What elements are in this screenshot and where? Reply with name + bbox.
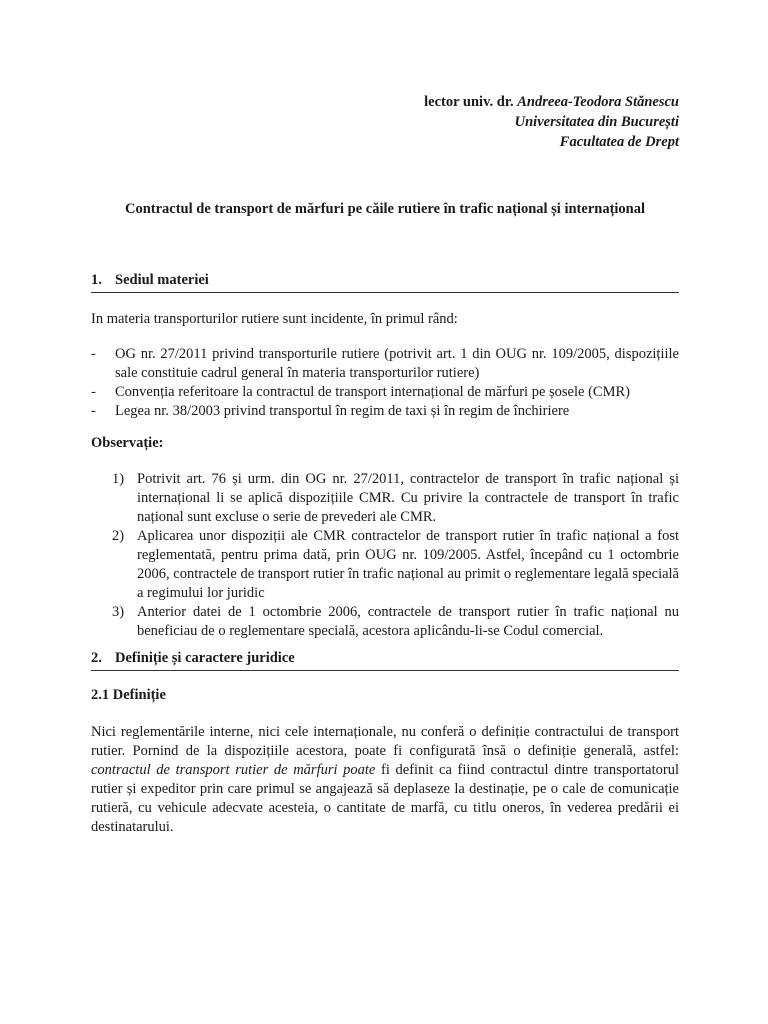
legal-source-item [91, 383, 679, 402]
observation-label: Observație: [91, 435, 164, 451]
section-1-heading [91, 272, 679, 293]
section-2-number: 2. [91, 650, 102, 666]
section-1-number: 1. [91, 272, 102, 288]
legal-source-text: OG nr. 27/2011 privind transporturile rutiere (potrivit art. 1 din OUG nr. 109/2005, dispozițiile sale constituie cadrul general în materia transporturilor rutiere) [115, 346, 679, 381]
observation-text: Potrivit art. 76 și urm. din OG nr. 27/2011, contractelor de transport în trafic național și internațional li se aplică dispozițiile CMR. Cu privire la contractele de transport în trafic național sunt excluse o serie de prevederi ale CMR. [137, 471, 679, 525]
section-2-heading [91, 650, 679, 671]
faculty-text: Facultatea de Drept [559, 134, 679, 150]
legal-sources-list [91, 345, 679, 421]
author-faculty [424, 132, 679, 152]
author-name: Andreea-Teodora Stănescu [517, 94, 679, 110]
section-1-intro: In materia transporturilor rutiere sunt incidente, în primul rând: [91, 311, 458, 327]
observation-item [91, 527, 679, 603]
section-2-title: Definiție și caractere juridice [115, 650, 295, 666]
definition-text-end: fi definit ca fiind contractul dintre transportatorul rutier și expeditor prin care primul se angajează să deplaseze la destinație, pe o cale de comunicație rutieră, cu vehicule adecvate acesteia, o cantitate de marfă, cu titlu oneros, în vederea predării ei destinatarului. [91, 762, 679, 835]
observation-number: 1) [112, 471, 125, 487]
document-page [91, 0, 679, 1024]
observation-item [91, 603, 679, 641]
subsection-2-1-heading: 2.1 Definiție [91, 687, 166, 703]
definition-text-start: Nici reglementările interne, nici cele internaționale, nu conferă o definiție contractului de transport rutier. Pornind de la dispozițiile acestora, poate fi configurată însă o definiție generală, astfel: [91, 724, 679, 759]
observation-item [91, 470, 679, 527]
author-line [424, 92, 679, 112]
definition-paragraph [91, 723, 679, 837]
list-dash: - [91, 346, 96, 362]
observations-block [91, 470, 679, 641]
legal-source-item [91, 402, 679, 421]
definition-italic: contractul de transport rutier de mărfuri poate [91, 762, 376, 778]
list-dash: - [91, 403, 96, 419]
author-block [424, 92, 679, 152]
observation-text: Aplicarea unor dispoziții ale CMR contractelor de transport rutier în trafic național a fost reglementată, pentru prima dată, prin OUG nr. 109/2005. Astfel, începând cu 1 octombrie 2006, contractele de transport rutier în trafic național au primit o reglementare legală specială a regimului lor juridic [137, 528, 679, 601]
university-text: Universitatea din București [514, 114, 679, 130]
author-university [424, 112, 679, 132]
section-1-title: Sediul materiei [115, 272, 209, 288]
observation-number: 2) [112, 528, 125, 544]
observation-text: Anterior datei de 1 octombrie 2006, contractele de transport rutier în trafic național nu beneficiau de o reglementare specială, acestora aplicându-li-se Codul comercial. [137, 604, 679, 639]
legal-source-text: Legea nr. 38/2003 privind transportul în regim de taxi și în regim de închiriere [115, 403, 570, 419]
section-1-list [91, 345, 679, 421]
author-prefix: lector univ. dr. [424, 94, 514, 110]
list-dash: - [91, 384, 96, 400]
observation-number: 3) [112, 604, 125, 620]
document-title: Contractul de transport de mărfuri pe căile rutiere în trafic național și internațional [124, 201, 646, 217]
legal-source-text: Convenția referitoare la contractul de transport internațional de mărfuri pe șosele (CMR) [115, 384, 630, 400]
legal-source-item [91, 345, 679, 383]
observations-list [91, 470, 679, 641]
